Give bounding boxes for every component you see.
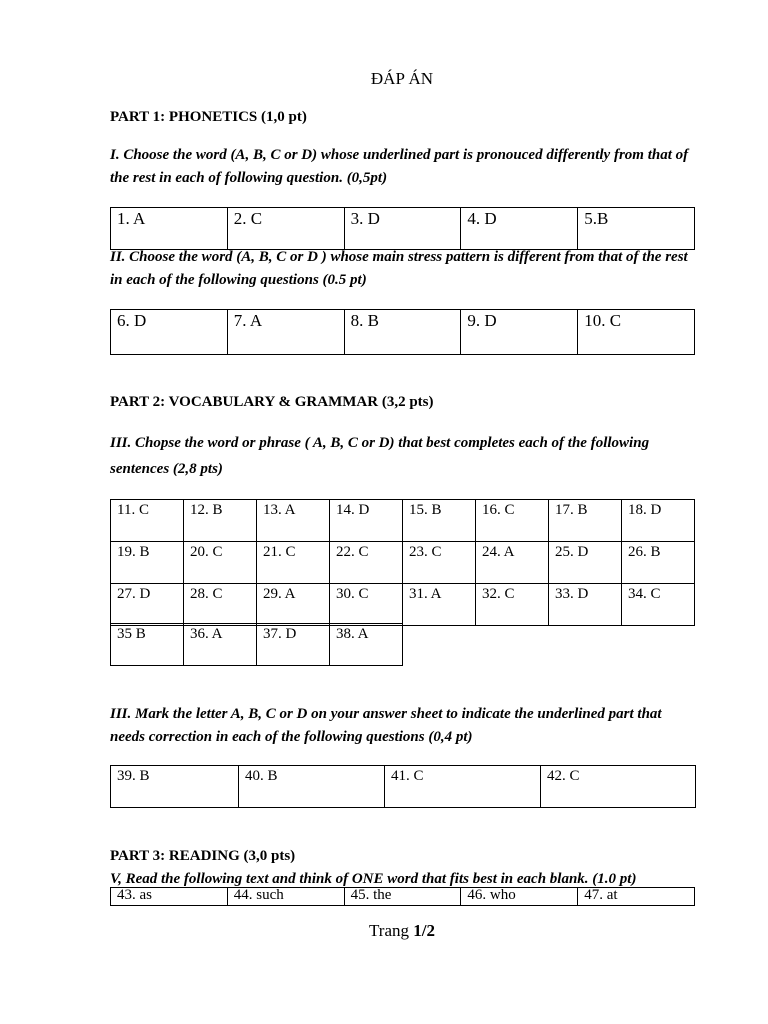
answer-cell: 13. A <box>257 500 330 542</box>
answer-cell: 32. C <box>476 584 549 626</box>
section5-answer-table <box>110 887 695 906</box>
answer-cell: 6. D <box>111 310 228 355</box>
answer-cell: 36. A <box>184 624 257 666</box>
answer-cell: 30. C <box>330 584 403 626</box>
answer-cell: 14. D <box>330 500 403 542</box>
answer-cell: 3. D <box>344 208 461 250</box>
section4-instruction: III. Mark the letter A, B, C or D on your answer sheet to indicate the underlined part that needs correction in each of the following questions (0,4 pt) <box>110 706 662 745</box>
answer-cell: 2. C <box>227 208 344 250</box>
part3-heading: PART 3: READING (3,0 pts) <box>110 848 296 864</box>
answer-cell: 11. C <box>111 500 184 542</box>
answer-cell: 4. D <box>461 208 578 250</box>
section5-instruction: V, Read the following text and think of ONE word that fits best in each blank. (1.0 pt) <box>110 871 637 887</box>
answer-cell: 9. D <box>461 310 578 355</box>
section2-answer-table <box>110 309 695 355</box>
page-footer <box>0 921 768 941</box>
section3-answer-table <box>110 499 695 626</box>
answer-cell: 31. A <box>403 584 476 626</box>
answer-cell: 20. C <box>184 542 257 584</box>
section3-answer-table-last-row <box>110 623 403 666</box>
answer-cell: 44. such <box>227 888 344 906</box>
answer-cell: 41. C <box>385 766 541 808</box>
part1-heading: PART 1: PHONETICS (1,0 pt) <box>110 109 307 125</box>
answer-cell: 25. D <box>549 542 622 584</box>
answer-cell: 18. D <box>622 500 695 542</box>
section4-answer-table <box>110 765 696 808</box>
answer-cell: 19. B <box>111 542 184 584</box>
section3-instruction: III. Chopse the word or phrase ( A, B, C or D) that best completes each of the following sentences (2,8 pts) <box>110 435 650 477</box>
answer-cell: 17. B <box>549 500 622 542</box>
answer-cell: 34. C <box>622 584 695 626</box>
answer-cell: 24. A <box>476 542 549 584</box>
answer-cell: 29. A <box>257 584 330 626</box>
answer-cell: 28. C <box>184 584 257 626</box>
page-title: ĐÁP ÁN <box>370 69 434 88</box>
answer-cell: 23. C <box>403 542 476 584</box>
answer-cell: 12. B <box>184 500 257 542</box>
answer-cell: 39. B <box>111 766 239 808</box>
answer-cell: 37. D <box>257 624 330 666</box>
answer-cell: 7. A <box>227 310 344 355</box>
answer-cell: 38. A <box>330 624 403 666</box>
section2-instruction: II. Choose the word (A, B, C or D ) whose main stress pattern is different from that of the rest in each of the following questions (0.5 pt) <box>110 249 688 288</box>
answer-cell: 26. B <box>622 542 695 584</box>
answer-cell: 33. D <box>549 584 622 626</box>
answer-cell: 5.B <box>578 208 695 250</box>
answer-cell: 22. C <box>330 542 403 584</box>
answer-cell: 35 B <box>111 624 184 666</box>
answer-cell: 40. B <box>239 766 385 808</box>
answer-cell: 8. B <box>344 310 461 355</box>
answer-cell: 1. A <box>111 208 228 250</box>
answer-cell: 45. the <box>344 888 461 906</box>
page-label: Trang <box>369 921 409 940</box>
answer-cell: 21. C <box>257 542 330 584</box>
answer-cell: 43. as <box>111 888 228 906</box>
answer-cell: 15. B <box>403 500 476 542</box>
section1-instruction: I. Choose the word (A, B, C or D) whose underlined part is pronouced differently from that of the rest in each of following question. (0,5pt) <box>110 147 689 186</box>
answer-cell: 16. C <box>476 500 549 542</box>
part2-heading: PART 2: VOCABULARY & GRAMMAR (3,2 pts) <box>110 394 434 410</box>
answer-cell: 27. D <box>111 584 184 626</box>
section1-answer-table <box>110 207 695 250</box>
answer-cell: 10. C <box>578 310 695 355</box>
answer-cell: 47. at <box>578 888 695 906</box>
answer-cell: 42. C <box>541 766 696 808</box>
page-number: 1/2 <box>413 921 435 940</box>
answer-cell: 46. who <box>461 888 578 906</box>
